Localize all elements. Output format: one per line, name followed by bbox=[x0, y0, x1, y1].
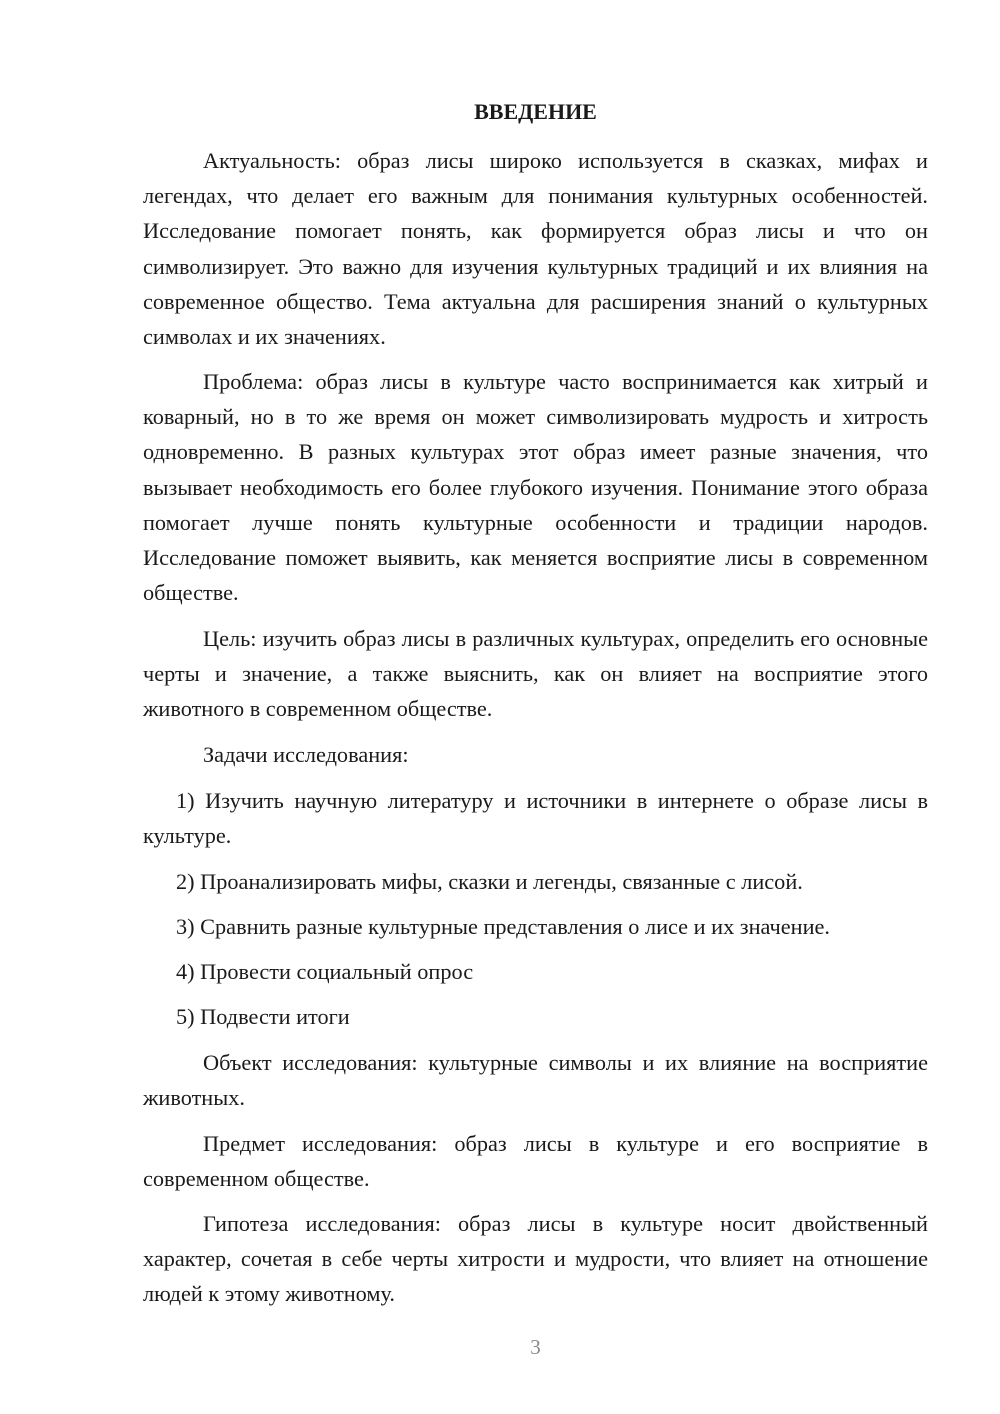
list-item-task-4: 4) Провести социальный опрос bbox=[176, 959, 474, 984]
paragraph-tasks-heading: Задачи исследования: bbox=[203, 742, 409, 767]
page-number: 3 bbox=[530, 1335, 541, 1359]
paragraph-hypothesis: Гипотеза исследования: образ лисы в культуре носит двойственный характер, сочетая в себе черты хитрости и мудрости, что влияет на отношение людей к этому животному. bbox=[143, 1211, 928, 1307]
document-page bbox=[143, 0, 928, 1414]
paragraph-goal: Цель: изучить образ лисы в различных культурах, определить его основные черты и значение, а также выяснить, как он влияет на восприятие этого животного в современном обществе. bbox=[143, 626, 928, 722]
paragraph-subject: Предмет исследования: образ лисы в культуре и его восприятие в современном обществе. bbox=[143, 1131, 928, 1192]
paragraph-object: Объект исследования: культурные символы и их влияние на восприятие животных. bbox=[143, 1050, 928, 1111]
paragraph-relevance: Актуальность: образ лисы широко используется в сказках, мифах и легендах, что делает его важным для понимания культурных особенностей. Исследование помогает понять, как формируется образ лисы и что он символизирует. Это важно для изучения культурных традиций и их влияния на современное общество. Тема актуальна для расширения знаний о культурных символах и их значениях. bbox=[143, 148, 928, 350]
paragraph-problem: Проблема: образ лисы в культуре часто воспринимается как хитрый и коварный, но в то же время он может символизировать мудрость и хитрость одновременно. В разных культурах этот образ имеет разные значения, что вызывает необходимость его более глубокого изучения. Понимание этого образа помогает лучше понять культурные особенности и традиции народов. Исследование поможет выявить, как меняется восприятие лисы в современном обществе. bbox=[143, 369, 928, 606]
list-item-task-3: 3) Сравнить разные культурные представления о лисе и их значение. bbox=[176, 914, 831, 939]
list-item-task-5: 5) Подвести итоги bbox=[176, 1004, 350, 1029]
list-item-task-1: 1) Изучить научную литературу и источники в интернете о образе лисы в культуре. bbox=[143, 788, 928, 849]
section-heading: ВВЕДЕНИЕ bbox=[474, 99, 597, 124]
list-item-task-2: 2) Проанализировать мифы, сказки и легенды, связанные с лисой. bbox=[176, 869, 803, 894]
